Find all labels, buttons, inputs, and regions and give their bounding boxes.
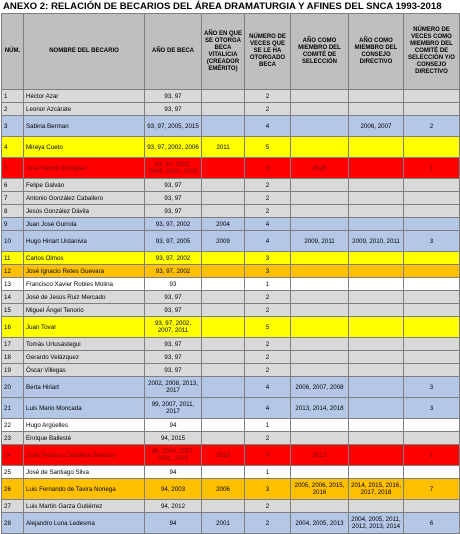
cell-committee-year [291, 278, 349, 291]
cell-council-year: 2004, 2005, 2011, 2012, 2013, 2014 [349, 513, 404, 534]
cell-times-member [404, 252, 460, 265]
cell-committee-year: 2018 [291, 158, 349, 179]
cell-times-awarded: 2 [245, 351, 291, 364]
cell-name: Jesús González Dávila [24, 205, 145, 218]
cell-times-awarded: 2 [245, 304, 291, 317]
cell-num: 2 [2, 103, 24, 116]
cell-committee-year [291, 351, 349, 364]
cell-num: 26 [2, 479, 24, 500]
cell-year: 93, 97, 2002, 2006, 2010, 2015 [145, 158, 202, 179]
cell-year: 99, 2007, 2011, 2017 [145, 398, 202, 419]
cell-year: 2002, 2008, 2013, 2017 [145, 377, 202, 398]
cell-committee-year [291, 291, 349, 304]
cell-times-member [404, 338, 460, 351]
table-row [2, 351, 460, 364]
cell-emeritus-year: 2004 [202, 218, 245, 231]
header-committee-year: AÑO COMO MIEMBRO DEL COMITÉ DE SELECCIÓN [291, 14, 349, 90]
cell-times-awarded: 4 [245, 377, 291, 398]
cell-committee-year [291, 179, 349, 192]
table-row [2, 304, 460, 317]
cell-times-member [404, 466, 460, 479]
cell-year: 93, 97, 2002 [145, 265, 202, 278]
cell-num: 24 [2, 445, 24, 466]
cell-emeritus-year [202, 364, 245, 377]
cell-times-awarded: 4 [245, 398, 291, 419]
cell-committee-year [291, 137, 349, 158]
cell-name: Luis Mario Moncada [24, 398, 145, 419]
table-row [2, 445, 460, 466]
table-row [2, 419, 460, 432]
cell-name: José de Santiago Silva [24, 466, 145, 479]
table-header-row [2, 14, 460, 90]
cell-times-awarded: 2 [245, 192, 291, 205]
header-emeritus-year: AÑO EN QUE SE OTORGA BECA VITALICIA (CREADOR EMÉRITO) [202, 14, 245, 90]
cell-num: 5 [2, 158, 24, 179]
cell-times-awarded: 2 [245, 205, 291, 218]
page-title: ANEXO 2: RELACIÓN DE BECARIOS DEL ÁREA DRAMATURGIA Y AFINES DEL SNCA 1993-2018 [3, 1, 442, 12]
cell-council-year [349, 90, 404, 103]
cell-year: 93, 97 [145, 304, 202, 317]
table-row [2, 205, 460, 218]
table-row [2, 265, 460, 278]
cell-year: 93, 97 [145, 205, 202, 218]
cell-times-awarded: 3 [245, 252, 291, 265]
cell-council-year [349, 192, 404, 205]
cell-name: Enrique Ballesté [24, 432, 145, 445]
cell-times-awarded: 4 [245, 116, 291, 137]
cell-council-year [349, 158, 404, 179]
cell-num: 6 [2, 179, 24, 192]
cell-year: 96, 2000, 2007, 2011, 2015 [145, 445, 202, 466]
cell-times-awarded: 4 [245, 231, 291, 252]
cell-times-member [404, 218, 460, 231]
cell-year: 94, 2015 [145, 432, 202, 445]
cell-name: Mireya Cueto [24, 137, 145, 158]
table-row [2, 103, 460, 116]
cell-times-member [404, 137, 460, 158]
cell-num: 22 [2, 419, 24, 432]
cell-emeritus-year: 2011 [202, 137, 245, 158]
cell-committee-year [291, 116, 349, 137]
cell-num: 23 [2, 432, 24, 445]
cell-year: 93, 97, 2005 [145, 231, 202, 252]
cell-council-year [349, 291, 404, 304]
cell-committee-year [291, 90, 349, 103]
cell-emeritus-year [202, 338, 245, 351]
cell-times-member [404, 265, 460, 278]
table-row [2, 291, 460, 304]
cell-times-member [404, 432, 460, 445]
cell-council-year [349, 364, 404, 377]
cell-name: Óscar Villegas [24, 364, 145, 377]
cell-council-year: 2009, 2010, 2011 [349, 231, 404, 252]
cell-year: 93, 97, 2002, 2007, 2011 [145, 317, 202, 338]
cell-times-awarded: 6 [245, 158, 291, 179]
cell-num: 21 [2, 398, 24, 419]
cell-emeritus-year [202, 179, 245, 192]
cell-num: 12 [2, 265, 24, 278]
cell-committee-year [291, 252, 349, 265]
table-row [2, 398, 460, 419]
cell-num: 9 [2, 218, 24, 231]
cell-council-year [349, 351, 404, 364]
cell-council-year [349, 265, 404, 278]
cell-council-year [349, 377, 404, 398]
cell-times-member [404, 291, 460, 304]
cell-name: José Teodoro Caballero Betancu [24, 445, 145, 466]
cell-times-member [404, 205, 460, 218]
cell-times-awarded: 2 [245, 179, 291, 192]
cell-times-awarded: 6 [245, 445, 291, 466]
cell-committee-year [291, 466, 349, 479]
cell-num: 7 [2, 192, 24, 205]
cell-emeritus-year [202, 419, 245, 432]
cell-times-awarded: 1 [245, 466, 291, 479]
cell-year: 94, 2003 [145, 479, 202, 500]
cell-name: Leonor Azcárate [24, 103, 145, 116]
cell-committee-year [291, 500, 349, 513]
cell-committee-year: 2005, 2006, 2015, 2016 [291, 479, 349, 500]
table-row [2, 500, 460, 513]
cell-num: 11 [2, 252, 24, 265]
cell-name: José de Jesús Ruiz Mercado [24, 291, 145, 304]
cell-times-awarded: 1 [245, 419, 291, 432]
cell-name: Gerardo Velázquez [24, 351, 145, 364]
cell-num: 4 [2, 137, 24, 158]
cell-name: Antonio González Caballero [24, 192, 145, 205]
cell-num: 1 [2, 90, 24, 103]
table-row [2, 432, 460, 445]
cell-committee-year [291, 432, 349, 445]
cell-times-awarded: 3 [245, 265, 291, 278]
cell-emeritus-year [202, 351, 245, 364]
cell-council-year [349, 252, 404, 265]
cell-times-member [404, 317, 460, 338]
becarios-table [1, 13, 460, 534]
cell-emeritus-year [202, 192, 245, 205]
header-council-year: AÑO COMO MIEMBRO DEL CONSEJO DIRECTIVO [349, 14, 404, 90]
cell-year: 93, 97, 2005, 2015 [145, 116, 202, 137]
cell-committee-year: 2009, 2011 [291, 231, 349, 252]
cell-times-member: 7 [404, 479, 460, 500]
cell-committee-year [291, 205, 349, 218]
cell-times-member [404, 179, 460, 192]
cell-committee-year [291, 103, 349, 116]
cell-emeritus-year [202, 252, 245, 265]
cell-name: José Ramón Enríquez [24, 158, 145, 179]
cell-times-member: 1 [404, 158, 460, 179]
cell-committee-year [291, 338, 349, 351]
cell-name: Juan Tovar [24, 317, 145, 338]
cell-times-member: 1 [404, 445, 460, 466]
cell-times-member: 3 [404, 377, 460, 398]
cell-emeritus-year [202, 500, 245, 513]
cell-council-year [349, 278, 404, 291]
cell-year: 93, 97 [145, 364, 202, 377]
cell-committee-year [291, 192, 349, 205]
cell-times-awarded: 2 [245, 364, 291, 377]
cell-times-member [404, 351, 460, 364]
cell-num: 25 [2, 466, 24, 479]
cell-emeritus-year: 2018 [202, 445, 245, 466]
cell-year: 93, 97 [145, 291, 202, 304]
cell-emeritus-year [202, 398, 245, 419]
cell-times-member [404, 90, 460, 103]
table-row [2, 137, 460, 158]
cell-name: Luis Fernando de Tavira Noriega [24, 479, 145, 500]
cell-council-year [349, 432, 404, 445]
cell-times-member [404, 304, 460, 317]
cell-year: 94 [145, 419, 202, 432]
cell-council-year [349, 338, 404, 351]
cell-emeritus-year: 2006 [202, 479, 245, 500]
cell-times-member: 6 [404, 513, 460, 534]
table-row [2, 252, 460, 265]
table-row [2, 364, 460, 377]
table-row [2, 116, 460, 137]
cell-name: Carlos Olmos [24, 252, 145, 265]
cell-emeritus-year [202, 466, 245, 479]
cell-times-awarded: 2 [245, 90, 291, 103]
cell-num: 10 [2, 231, 24, 252]
cell-times-awarded: 5 [245, 137, 291, 158]
cell-times-member [404, 278, 460, 291]
cell-num: 13 [2, 278, 24, 291]
cell-committee-year: 2013 [291, 445, 349, 466]
cell-council-year [349, 398, 404, 419]
cell-emeritus-year [202, 377, 245, 398]
cell-committee-year: 2004, 2005, 2013 [291, 513, 349, 534]
cell-num: 14 [2, 291, 24, 304]
cell-council-year [349, 466, 404, 479]
table-row [2, 218, 460, 231]
cell-council-year [349, 103, 404, 116]
cell-times-awarded: 2 [245, 500, 291, 513]
cell-num: 20 [2, 377, 24, 398]
cell-committee-year [291, 304, 349, 317]
cell-year: 93, 97, 2002 [145, 252, 202, 265]
table-row [2, 317, 460, 338]
cell-year: 94 [145, 466, 202, 479]
cell-year: 94, 2012 [145, 500, 202, 513]
cell-council-year: 2006, 2007 [349, 116, 404, 137]
cell-emeritus-year [202, 205, 245, 218]
cell-name: Francisco Xavier Robles Molina [24, 278, 145, 291]
cell-times-awarded: 2 [245, 513, 291, 534]
cell-num: 28 [2, 513, 24, 534]
cell-committee-year: 2006, 2007, 2008 [291, 377, 349, 398]
cell-times-member [404, 419, 460, 432]
cell-times-awarded: 3 [245, 479, 291, 500]
header-year: AÑO DE BECA [145, 14, 202, 90]
cell-times-member [404, 192, 460, 205]
cell-name: Juan José Gurrola [24, 218, 145, 231]
cell-name: Hugo Argüelles [24, 419, 145, 432]
cell-year: 93, 97 [145, 192, 202, 205]
cell-emeritus-year [202, 158, 245, 179]
table-row [2, 179, 460, 192]
cell-num: 16 [2, 317, 24, 338]
cell-emeritus-year [202, 265, 245, 278]
cell-times-awarded: 2 [245, 103, 291, 116]
cell-year: 94 [145, 513, 202, 534]
cell-name: Alejandro Luna Ledesma [24, 513, 145, 534]
cell-council-year [349, 205, 404, 218]
cell-emeritus-year: 2009 [202, 231, 245, 252]
table-row [2, 90, 460, 103]
cell-times-awarded: 1 [245, 278, 291, 291]
cell-year: 93 [145, 278, 202, 291]
cell-year: 93, 97 [145, 179, 202, 192]
cell-emeritus-year [202, 432, 245, 445]
cell-times-member: 3 [404, 398, 460, 419]
cell-emeritus-year [202, 116, 245, 137]
cell-council-year: 2014, 2015, 2016, 2017, 2018 [349, 479, 404, 500]
cell-year: 93, 97 [145, 90, 202, 103]
header-name: NOMBRE DEL BECARIO [24, 14, 145, 90]
cell-num: 15 [2, 304, 24, 317]
table-row [2, 466, 460, 479]
table-row [2, 479, 460, 500]
table-row [2, 513, 460, 534]
cell-emeritus-year [202, 291, 245, 304]
table-row [2, 231, 460, 252]
cell-times-member [404, 103, 460, 116]
cell-year: 93, 97 [145, 338, 202, 351]
cell-name: Héctor Azar [24, 90, 145, 103]
cell-times-awarded: 2 [245, 291, 291, 304]
cell-committee-year [291, 419, 349, 432]
cell-num: 19 [2, 364, 24, 377]
cell-council-year [349, 445, 404, 466]
cell-committee-year: 2013, 2014, 2018 [291, 398, 349, 419]
cell-committee-year [291, 364, 349, 377]
cell-year: 93, 97 [145, 103, 202, 116]
table-body [2, 90, 460, 534]
table-row [2, 338, 460, 351]
cell-name: José Ignacio Retes Guevara [24, 265, 145, 278]
cell-num: 3 [2, 116, 24, 137]
cell-times-member [404, 500, 460, 513]
cell-council-year [349, 500, 404, 513]
header-times-member: NÚMERO DE VECES COMO MIEMBRO DEL COMITÉ DE SELECCIÓN Y/O CONSEJO DIRECTIVO [404, 14, 460, 90]
cell-emeritus-year [202, 90, 245, 103]
cell-council-year [349, 317, 404, 338]
cell-committee-year [291, 265, 349, 278]
cell-committee-year [291, 218, 349, 231]
cell-times-member [404, 364, 460, 377]
cell-name: Hugo Hiriart Urdanivia [24, 231, 145, 252]
cell-year: 93, 97, 2002 [145, 218, 202, 231]
cell-name: Berta Hiriart [24, 377, 145, 398]
cell-times-awarded: 4 [245, 218, 291, 231]
cell-emeritus-year [202, 304, 245, 317]
cell-emeritus-year [202, 278, 245, 291]
cell-emeritus-year: 2001 [202, 513, 245, 534]
cell-year: 93, 97, 2002, 2006 [145, 137, 202, 158]
cell-num: 27 [2, 500, 24, 513]
cell-name: Miguel Ángel Tenorio [24, 304, 145, 317]
table-row [2, 377, 460, 398]
cell-times-awarded: 2 [245, 432, 291, 445]
cell-council-year [349, 137, 404, 158]
cell-name: Tomás Urtusástegui [24, 338, 145, 351]
cell-num: 18 [2, 351, 24, 364]
cell-name: Luis Martín Garza Gutiérrez [24, 500, 145, 513]
header-times-awarded: NÚMERO DE VECES QUE SE LE HA OTORGADO BECA [245, 14, 291, 90]
cell-emeritus-year [202, 103, 245, 116]
cell-emeritus-year [202, 317, 245, 338]
cell-name: Sabina Berman [24, 116, 145, 137]
cell-name: Felipe Galván [24, 179, 145, 192]
cell-times-member: 3 [404, 231, 460, 252]
cell-times-awarded: 2 [245, 338, 291, 351]
table-row [2, 158, 460, 179]
cell-committee-year [291, 317, 349, 338]
cell-times-awarded: 5 [245, 317, 291, 338]
cell-num: 8 [2, 205, 24, 218]
cell-year: 93, 97 [145, 351, 202, 364]
cell-council-year [349, 218, 404, 231]
cell-council-year [349, 179, 404, 192]
cell-council-year [349, 419, 404, 432]
cell-num: 17 [2, 338, 24, 351]
table-row [2, 192, 460, 205]
table-row [2, 278, 460, 291]
header-num: NÚM. [2, 14, 24, 90]
cell-times-member: 2 [404, 116, 460, 137]
cell-council-year [349, 304, 404, 317]
